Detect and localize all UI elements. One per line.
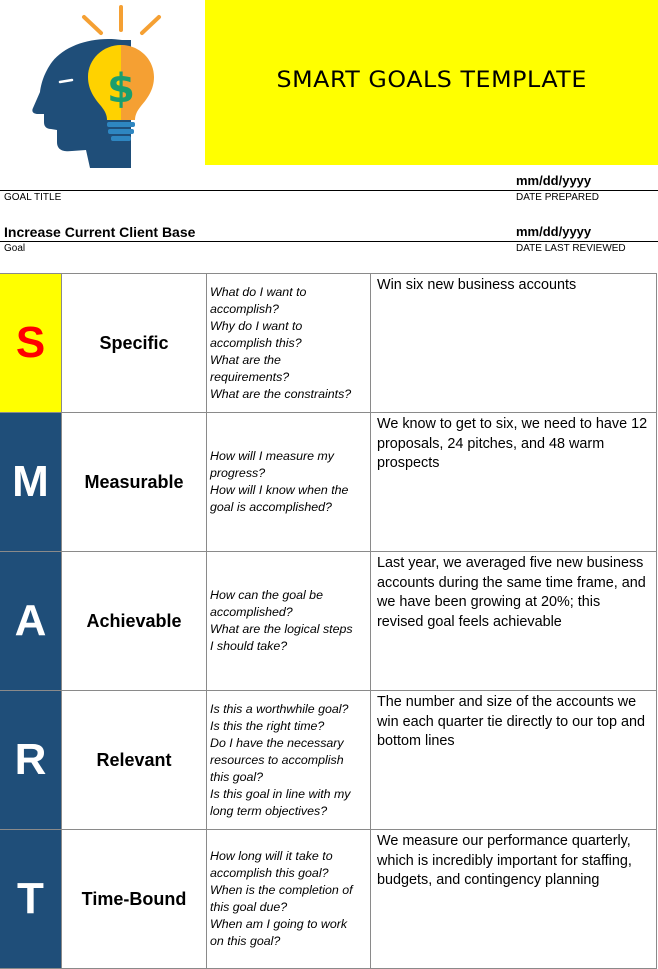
- question-line: Is this the right time?: [210, 718, 325, 733]
- question-line: How will I know when the: [210, 483, 349, 497]
- smart-criterion-name: Time-Bound: [62, 830, 207, 968]
- goal-answer-cell[interactable]: The number and size of the accounts we win each quarter tie directly to our top and bottom lines: [371, 691, 657, 829]
- guiding-questions: [207, 552, 371, 690]
- smart-row-specific: [0, 274, 657, 413]
- guiding-questions: [207, 413, 371, 551]
- smart-letter: R: [0, 691, 62, 829]
- guiding-questions: [207, 830, 371, 968]
- question-line: requirements?: [210, 369, 290, 384]
- smart-letter: S: [0, 274, 62, 412]
- question-line: What do I want to: [210, 284, 307, 299]
- question-line: Why do I want to: [210, 318, 303, 333]
- smart-row-measurable: [0, 413, 657, 552]
- question-line: goal is accomplished?: [210, 500, 332, 514]
- question-line: What are the constraints?: [210, 386, 352, 401]
- question-line: How will I measure my: [210, 449, 334, 463]
- smart-criterion-name: Measurable: [62, 413, 207, 551]
- question-line: I should take?: [210, 639, 288, 653]
- question-line: How long will it take to: [210, 849, 333, 863]
- goal-answer-cell[interactable]: Last year, we averaged five new business accounts during the same time frame, and we have been growing at 20%; this revised goal feels achievable: [371, 552, 657, 690]
- smart-row-achievable: [0, 552, 657, 691]
- question-line: Is this goal in line with my: [210, 786, 351, 801]
- question-line: accomplish this?: [210, 335, 302, 350]
- date-prepared-label: DATE PREPARED: [516, 192, 599, 203]
- divider: [0, 190, 658, 191]
- question-line: What are the logical steps: [210, 622, 353, 636]
- head-lightbulb-dollar-icon: [0, 0, 205, 170]
- logo: [0, 0, 205, 170]
- divider: [0, 241, 658, 242]
- question-line: progress?: [210, 466, 266, 480]
- question-line: Is this a worthwhile goal?: [210, 701, 349, 716]
- date-reviewed-label: DATE LAST REVIEWED: [516, 243, 626, 254]
- smart-criterion-name: Relevant: [62, 691, 207, 829]
- smart-row-relevant: [0, 691, 657, 830]
- question-line: accomplished?: [210, 605, 293, 619]
- goal-answer-cell[interactable]: Win six new business accounts: [371, 274, 657, 412]
- question-line: this goal due?: [210, 900, 288, 914]
- smart-criterion-name: Specific: [62, 274, 207, 412]
- goal-value[interactable]: Increase Current Client Base: [4, 224, 196, 240]
- date-reviewed-value[interactable]: mm/dd/yyyy: [516, 224, 592, 239]
- svg-text:$: $: [107, 66, 135, 112]
- smart-letter: M: [0, 413, 62, 551]
- smart-criterion-name: Achievable: [62, 552, 207, 690]
- goal-label: Goal: [4, 243, 26, 254]
- guiding-questions: [207, 274, 371, 412]
- page-title: SMART GOALS TEMPLATE: [276, 68, 587, 93]
- smart-letter: A: [0, 552, 62, 690]
- title-banner: [205, 0, 658, 165]
- smart-letter: T: [0, 830, 62, 968]
- date-prepared-value[interactable]: mm/dd/yyyy: [516, 173, 592, 188]
- question-line: When is the completion of: [210, 883, 353, 897]
- question-line: When am I going to work: [210, 917, 348, 931]
- question-line: on this goal?: [210, 934, 281, 948]
- question-line: long term objectives?: [210, 803, 328, 818]
- smart-table: [0, 273, 657, 969]
- question-line: What are the: [210, 352, 281, 367]
- guiding-questions: [207, 691, 371, 829]
- question-line: accomplish this goal?: [210, 866, 329, 880]
- question-line: Do I have the necessary: [210, 735, 344, 750]
- goal-title-label: GOAL TITLE: [4, 192, 62, 203]
- question-line: resources to accomplish: [210, 752, 344, 767]
- question-line: this goal?: [210, 769, 264, 784]
- smart-row-time-bound: [0, 830, 657, 969]
- question-line: accomplish?: [210, 301, 279, 316]
- goal-answer-cell[interactable]: We measure our performance quarterly, which is incredibly important for staffing, budgets, and contingency planning: [371, 830, 657, 968]
- goal-answer-cell[interactable]: We know to get to six, we need to have 12 proposals, 24 pitches, and 48 warm prospects: [371, 413, 657, 551]
- question-line: How can the goal be: [210, 588, 323, 602]
